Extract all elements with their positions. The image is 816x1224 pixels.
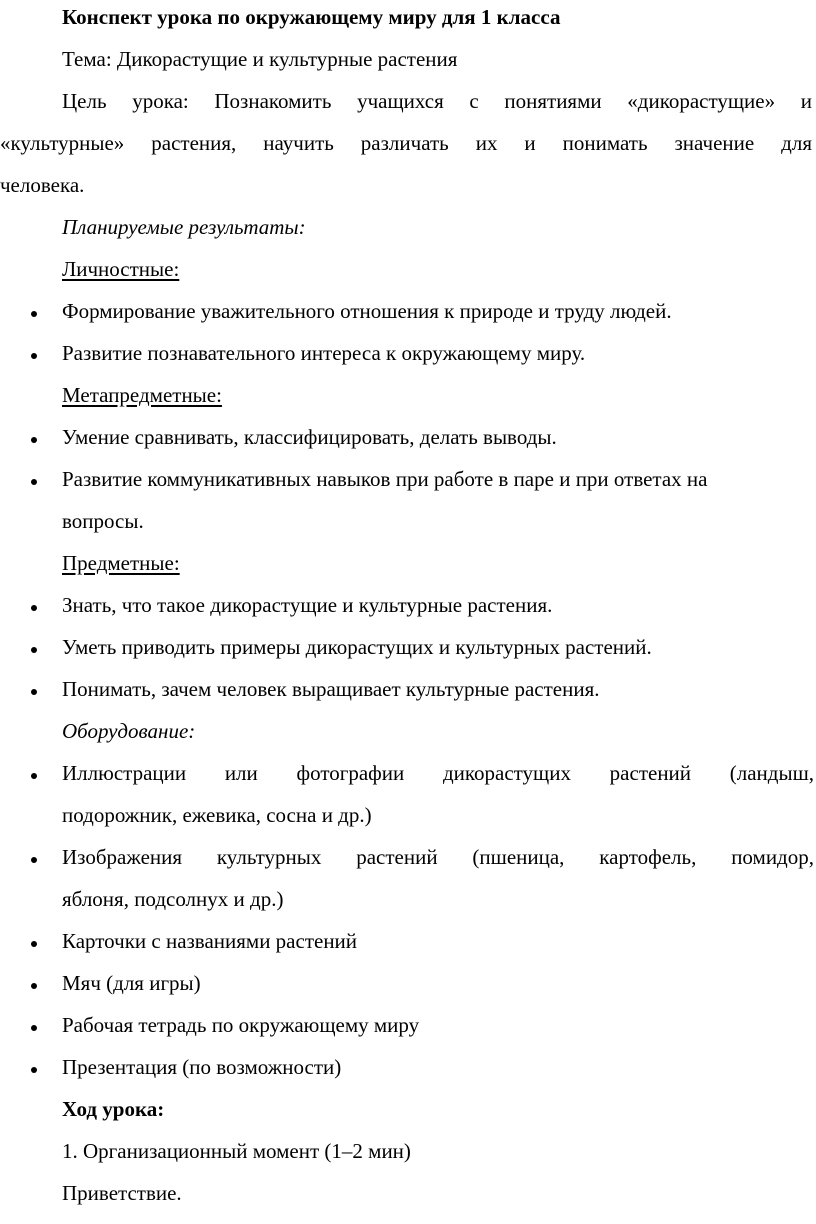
bullet-icon — [31, 689, 37, 695]
bullet-icon — [31, 605, 37, 611]
lesson-goal-line-2: «культурные» растения, научить различать их и понимать значение для — [0, 131, 812, 155]
lesson-goal-line-1: Цель урока: Познакомить учащихся с понятиями «дикорастущие» и — [62, 89, 812, 113]
lesson-step-1: 1. Организационный момент (1–2 мин) — [62, 1139, 411, 1163]
bullet-icon — [31, 647, 37, 653]
equipment-heading: Оборудование: — [62, 719, 196, 743]
lesson-goal-line-3: человека. — [0, 173, 85, 197]
lesson-progress-heading: Ход урока: — [62, 1097, 165, 1121]
bullet-icon — [31, 353, 37, 359]
document-title: Конспект урока по окружающему миру для 1 класса — [62, 5, 561, 29]
lesson-topic: Тема: Дикорастущие и культурные растения — [62, 47, 458, 71]
equipment-item-2: Изображения культурных растений (пшеница, картофель, помидор, — [62, 845, 814, 869]
bullet-icon — [31, 983, 37, 989]
equipment-item-1: Иллюстрации или фотографии дикорастущих растений (ландыш, — [62, 761, 814, 785]
planned-results-heading: Планируемые результаты: — [62, 215, 306, 239]
subject-item-2: Уметь приводить примеры дикорастущих и культурных растений. — [62, 635, 652, 659]
bullet-icon — [31, 437, 37, 443]
bullet-icon — [31, 941, 37, 947]
bullet-icon — [31, 311, 37, 317]
metasubject-results-heading: Метапредметные: — [62, 383, 222, 407]
personal-item-1: Формирование уважительного отношения к природе и труду людей. — [62, 299, 672, 323]
bullet-icon — [31, 1067, 37, 1073]
metasubject-item-2-continued: вопросы. — [62, 509, 144, 533]
greeting-text: Приветствие. — [62, 1181, 182, 1205]
personal-results-heading: Личностные: — [62, 257, 180, 281]
equipment-item-2-continued: яблоня, подсолнух и др.) — [62, 887, 284, 911]
metasubject-item-2: Развитие коммуникативных навыков при работе в паре и при ответах на — [62, 467, 708, 491]
equipment-item-6: Презентация (по возможности) — [62, 1055, 342, 1079]
bullet-icon — [31, 479, 37, 485]
subject-results-heading: Предметные: — [62, 551, 180, 575]
metasubject-item-1: Умение сравнивать, классифицировать, делать выводы. — [62, 425, 557, 449]
bullet-icon — [31, 857, 37, 863]
equipment-item-4: Мяч (для игры) — [62, 971, 201, 995]
bullet-icon — [31, 773, 37, 779]
subject-item-3: Понимать, зачем человек выращивает культурные растения. — [62, 677, 600, 701]
subject-item-1: Знать, что такое дикорастущие и культурные растения. — [62, 593, 553, 617]
equipment-item-1-continued: подорожник, ежевика, сосна и др.) — [62, 803, 372, 827]
personal-item-2: Развитие познавательного интереса к окружающему миру. — [62, 341, 586, 365]
equipment-item-3: Карточки с названиями растений — [62, 929, 358, 953]
bullet-icon — [31, 1025, 37, 1031]
equipment-item-5: Рабочая тетрадь по окружающему миру — [62, 1013, 420, 1037]
